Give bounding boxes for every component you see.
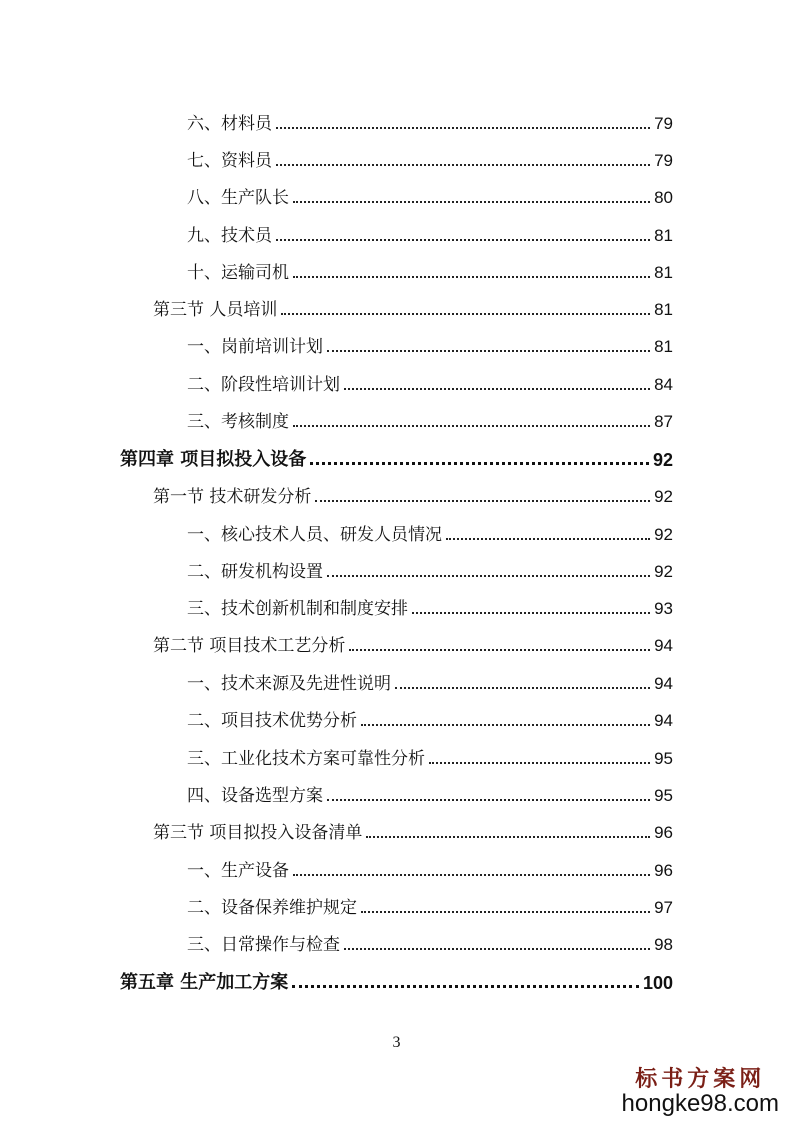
toc-entry-page: 94 — [654, 674, 673, 693]
dot-leader — [315, 500, 650, 502]
toc-entry-label: 四、设备选型方案 — [187, 786, 323, 806]
dot-leader — [293, 276, 650, 278]
toc-entry[interactable] — [187, 249, 673, 283]
toc-entry-page: 95 — [654, 786, 673, 805]
dot-leader — [366, 836, 650, 838]
toc-entry-label: 一、生产设备 — [187, 861, 289, 881]
toc-entry[interactable] — [187, 548, 673, 582]
toc-entry-page: 81 — [654, 337, 673, 356]
toc-entry-label: 六、材料员 — [187, 114, 272, 134]
toc-entry-page: 81 — [654, 263, 673, 282]
toc-entry-label: 三、技术创新机制和制度安排 — [187, 599, 408, 619]
toc-entry[interactable] — [187, 361, 673, 395]
toc-entry-label: 三、日常操作与检查 — [187, 935, 340, 955]
toc-entry-page: 93 — [654, 599, 673, 618]
toc-entry-page: 80 — [654, 188, 673, 207]
dot-leader — [276, 164, 650, 166]
toc-entry-label: 十、运输司机 — [187, 263, 289, 283]
toc-entry-label: 九、技术员 — [187, 226, 272, 246]
toc-entry[interactable] — [187, 100, 673, 134]
toc-section-page: 92 — [654, 487, 673, 506]
toc-section[interactable] — [153, 473, 673, 507]
toc-entry-page: 87 — [654, 412, 673, 431]
toc-entry[interactable] — [187, 921, 673, 955]
dot-leader — [327, 799, 650, 801]
dot-leader — [292, 985, 639, 988]
toc-entry-page: 84 — [654, 375, 673, 394]
dot-leader — [276, 127, 650, 129]
dot-leader — [361, 724, 650, 726]
toc-entry[interactable] — [187, 212, 673, 246]
toc-section-page: 96 — [654, 823, 673, 842]
toc-section[interactable] — [153, 286, 673, 320]
toc-chapter-label: 第四章 项目拟投入设备 — [120, 449, 307, 470]
toc-entry-page: 97 — [654, 898, 673, 917]
dot-leader — [327, 575, 650, 577]
dot-leader — [349, 649, 650, 651]
toc-entry-page: 79 — [654, 151, 673, 170]
toc-chapter[interactable] — [120, 436, 673, 470]
toc-entry[interactable] — [187, 847, 673, 881]
toc-section[interactable] — [153, 622, 673, 656]
toc-entry[interactable] — [187, 137, 673, 171]
toc-entry-page: 92 — [654, 525, 673, 544]
toc-chapter-page: 100 — [642, 973, 673, 993]
toc-entry-label: 三、工业化技术方案可靠性分析 — [187, 749, 425, 769]
dot-leader — [446, 538, 650, 540]
toc-section-label: 第二节 项目技术工艺分析 — [153, 636, 346, 656]
toc-chapter-label: 第五章 生产加工方案 — [120, 972, 289, 993]
toc-entry-page: 92 — [654, 562, 673, 581]
toc-entry-page: 79 — [654, 114, 673, 133]
toc-entry-label: 二、阶段性培训计划 — [187, 375, 340, 395]
dot-leader — [344, 388, 650, 390]
toc-entry-page: 81 — [654, 226, 673, 245]
dot-leader — [327, 350, 650, 352]
toc-section-label: 第一节 技术研发分析 — [153, 487, 312, 507]
watermark-domain: hongke98.com — [621, 1090, 779, 1117]
toc-section-page: 94 — [654, 636, 673, 655]
toc-entry-label: 二、项目技术优势分析 — [187, 711, 357, 731]
toc-entry-page: 96 — [654, 861, 673, 880]
toc-entry[interactable] — [187, 323, 673, 357]
toc-entry-page: 95 — [654, 749, 673, 768]
toc-entry[interactable] — [187, 697, 673, 731]
toc-section-page: 81 — [654, 300, 673, 319]
toc-section-label: 第三节 人员培训 — [153, 300, 278, 320]
dot-leader — [276, 239, 650, 241]
toc-entry[interactable] — [187, 772, 673, 806]
watermark-logo — [622, 1068, 779, 1116]
toc-entry[interactable] — [187, 660, 673, 694]
toc-entry-label: 七、资料员 — [187, 151, 272, 171]
dot-leader — [293, 874, 650, 876]
dot-leader — [293, 201, 650, 203]
dot-leader — [395, 687, 650, 689]
toc-entry-label: 一、岗前培训计划 — [187, 337, 323, 357]
dot-leader — [429, 762, 650, 764]
toc-entry-label: 一、技术来源及先进性说明 — [187, 674, 391, 694]
dot-leader — [293, 425, 650, 427]
dot-leader — [310, 462, 649, 465]
dot-leader — [344, 948, 650, 950]
page-number: 3 — [392, 1034, 401, 1051]
toc-entry[interactable] — [187, 735, 673, 769]
toc-entry[interactable] — [187, 585, 673, 619]
dot-leader — [281, 313, 650, 315]
toc-chapter-page: 92 — [652, 450, 673, 470]
toc-entry-label: 二、设备保养维护规定 — [187, 898, 357, 918]
toc-entry-label: 三、考核制度 — [187, 412, 289, 432]
toc-entry-page: 98 — [654, 935, 673, 954]
toc-entry[interactable] — [187, 398, 673, 432]
toc-entry-page: 94 — [654, 711, 673, 730]
toc-section[interactable] — [153, 809, 673, 843]
watermark-brand: 标书方案网 — [635, 1066, 766, 1092]
toc-entry[interactable] — [187, 174, 673, 208]
dot-leader — [412, 612, 650, 614]
dot-leader — [361, 911, 650, 913]
toc-section-label: 第三节 项目拟投入设备清单 — [153, 823, 363, 843]
toc-entry-label: 二、研发机构设置 — [187, 562, 323, 582]
toc-entry[interactable] — [187, 884, 673, 918]
toc-entry[interactable] — [187, 511, 673, 545]
toc-entry-label: 八、生产队长 — [187, 188, 289, 208]
toc-chapter[interactable] — [120, 959, 673, 993]
toc-entry-label: 一、核心技术人员、研发人员情况 — [187, 525, 442, 545]
